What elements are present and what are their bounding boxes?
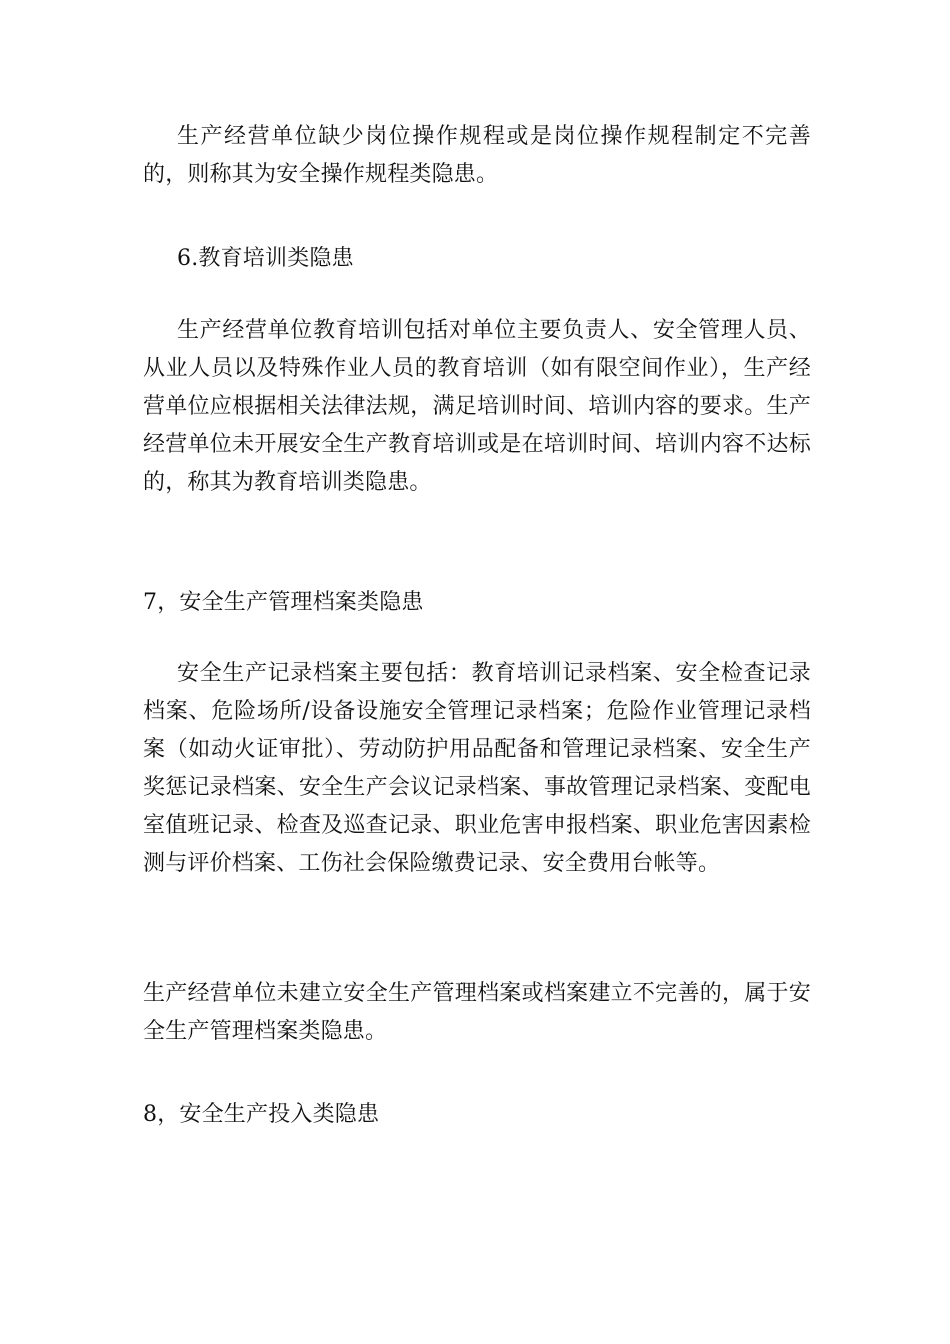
paragraph-operating-procedures: 生产经营单位缺少岗位操作规程或是岗位操作规程制定不完善的，则称其为安全操作规程类隐患。 [143,124,811,187]
heading-safety-investment: 8，安全生产投入类隐患 [143,1102,380,1127]
heading-education-training: 6.教育培训类隐患 [177,246,354,271]
paragraph-record-archives: 安全生产记录档案主要包括：教育培训记录档案、安全检查记录档案、危险场所/设备设施安全管理记录档案；危险作业管理记录档案（如动火证审批）、劳动防护用品配备和管理记录档案、安全生产奖惩记录档案、安全生产会议记录档案、事故管理记录档案、变配电室值班记录、检查及巡查记录、职业危害申报档案、职业危害因素检测与评价档案、工伤社会保险缴费记录、安全费用台帐等。 [143,661,811,876]
paragraph-archive-hazard: 生产经营单位未建立安全生产管理档案或档案建立不完善的，属于安全生产管理档案类隐患。 [143,981,811,1044]
heading-management-archives: 7，安全生产管理档案类隐患 [143,590,424,615]
paragraph-education-training: 生产经营单位教育培训包括对单位主要负责人、安全管理人员、从业人员以及特殊作业人员的教育培训（如有限空间作业），生产经营单位应根据相关法律法规，满足培训时间、培训内容的要求。生产经营单位未开展安全生产教育培训或是在培训时间、培训内容不达标的，称其为教育培训类隐患。 [143,318,811,495]
